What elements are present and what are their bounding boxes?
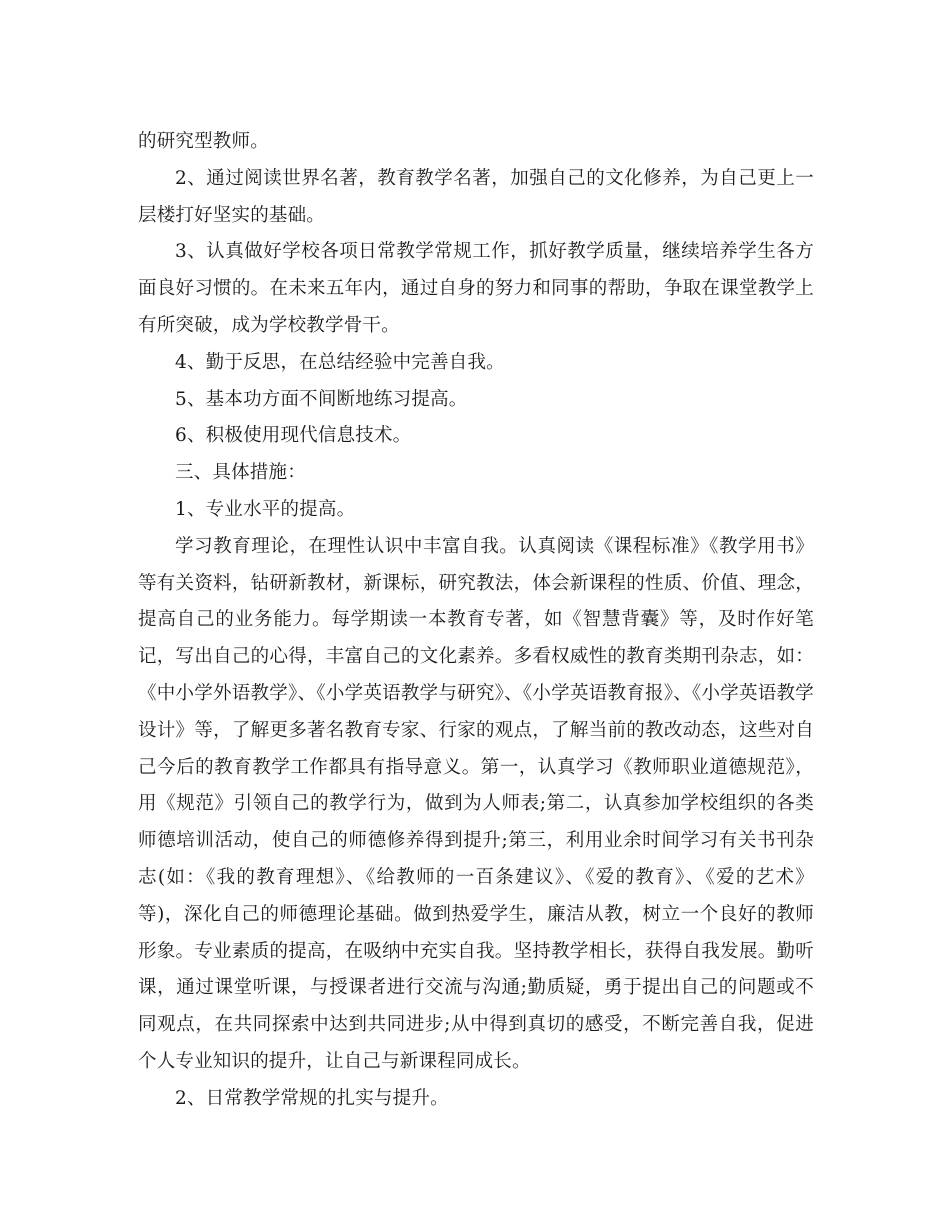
subheading-daily-routine: 2、日常教学常规的扎实与提升。 <box>175 1087 449 1109</box>
paragraph-goal-4: 4、勤于反思，在总结经验中完善自我。 <box>175 351 505 373</box>
paragraph-goal-3: 3、认真做好学校各项日常教学常规工作，抓好教学质量，继续培养学生各方面良好习惯的。在未来五年内，通过自身的努力和同事的帮助，争取在课堂教学上有所突破，成为学校教学骨干。 <box>138 241 814 336</box>
subheading-professional-level: 1、专业水平的提高。 <box>175 498 356 520</box>
paragraph-study-theory: 学习教育理论，在理性认识中丰富自我。认真阅读《课程标准》《教学用书》等有关资料，钻研新教材，新课标，研究教法，体会新课程的性质、价值、理念，提高自己的业务能力。每学期读一本教育专著，如《智慧背囊》等，及时作好笔记，写出自己的心得，丰富自己的文化素养。多看权威性的教育类期刊杂志，如：《中小学外语教学》、《小学英语教学与研究》、《小学英语教育报》、《小学英语教学设计》等，了解更多著名教育专家、行家的观点，了解当前的教改动态，这些对自己今后的教育教学工作都具有指导意义。第一，认真学习《教师职业道德规范》，用《规范》引领自己的教学行为，做到为人师表;第二，认真参加学校组织的各类师德培训活动，使自己的师德修养得到提升;第三，利用业余时间学习有关书刊杂志(如：《我的教育理想》、《给教师的一百条建议》、《爱的教育》、《爱的艺术》等)，深化自己的师德理论基础。做到热爱学生，廉洁从教，树立一个良好的教师形象。专业素质的提高，在吸纳中充实自我。坚持教学相长，获得自我发展。勤听课，通过课堂听课，与授课者进行交流与沟通;勤质疑，勇于提出自己的问题或不同观点，在共同探索中达到共同进步;从中得到真切的感受，不断完善自我，促进个人专业知识的提升，让自己与新课程同成长。 <box>138 535 814 1072</box>
paragraph-goal-2: 2、通过阅读世界名著，教育教学名著，加强自己的文化修养，为自己更上一层楼打好坚实的基础。 <box>138 167 814 226</box>
paragraph-continuation: 的研究型教师。 <box>138 131 269 152</box>
paragraph-goal-5: 5、基本功方面不间断地练习提高。 <box>175 388 468 410</box>
section-heading-measures: 三、具体措施： <box>175 462 306 484</box>
document-body <box>138 124 814 1118</box>
paragraph-goal-6: 6、积极使用现代信息技术。 <box>175 425 412 447</box>
